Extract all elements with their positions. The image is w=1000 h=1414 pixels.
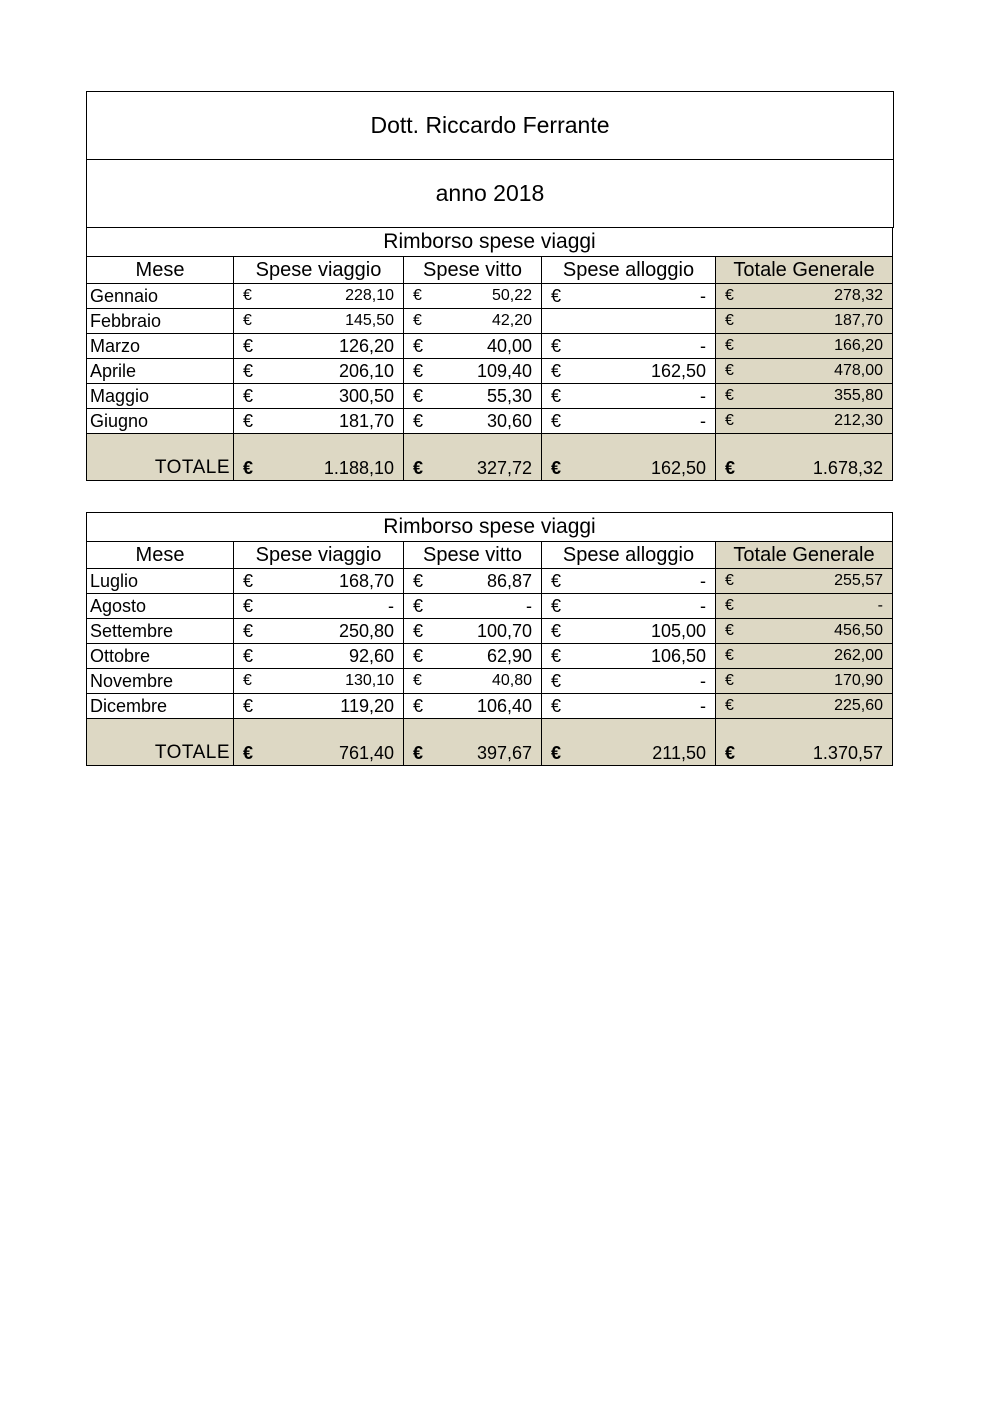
amount-value: - — [877, 597, 883, 614]
currency-symbol: € — [243, 696, 254, 716]
month-cell: Luglio — [87, 569, 234, 594]
currency-symbol: € — [243, 458, 254, 478]
amount-value: 40,00 — [486, 336, 532, 356]
currency-symbol: € — [551, 596, 562, 616]
amount-value: 355,80 — [834, 387, 883, 404]
currency-symbol: € — [413, 287, 422, 304]
table-title: Rimborso spese viaggi — [87, 513, 893, 542]
grand-total-cell — [716, 594, 893, 619]
currency-symbol: € — [725, 312, 734, 329]
amount-value: 262,00 — [834, 647, 883, 664]
currency-symbol: € — [243, 596, 254, 616]
currency-symbol: € — [725, 647, 734, 664]
travel-cost-cell — [234, 409, 404, 434]
amount-value: - — [526, 596, 532, 616]
lodging-cost-cell — [542, 284, 716, 309]
amount-value: 145,50 — [345, 312, 394, 329]
table-title-row — [87, 228, 893, 257]
total-totale-cell — [716, 719, 893, 766]
grand-total-cell — [716, 694, 893, 719]
total-vitto-cell — [404, 434, 542, 481]
currency-symbol: € — [243, 411, 254, 431]
amount-value: 62,90 — [486, 646, 532, 666]
table-row — [87, 669, 893, 694]
month-cell: Ottobre — [87, 644, 234, 669]
currency-symbol: € — [551, 411, 562, 431]
column-header: Spese viaggio — [234, 257, 404, 284]
currency-symbol: € — [551, 336, 562, 356]
currency-symbol: € — [551, 743, 562, 763]
food-cost-cell — [404, 334, 542, 359]
amount-value: 211,50 — [652, 743, 706, 763]
travel-cost-cell — [234, 309, 404, 334]
grand-total-cell — [716, 409, 893, 434]
travel-cost-cell — [234, 694, 404, 719]
amount-value: 187,70 — [834, 312, 883, 329]
amount-value: 55,30 — [486, 386, 532, 406]
table-row — [87, 384, 893, 409]
table-title: Rimborso spese viaggi — [87, 228, 893, 257]
travel-cost-cell — [234, 334, 404, 359]
currency-symbol: € — [725, 697, 734, 714]
currency-symbol: € — [243, 646, 254, 666]
expense-table-h1 — [86, 227, 892, 481]
amount-value: 166,20 — [834, 337, 883, 354]
currency-symbol: € — [725, 412, 734, 429]
total-totale-cell — [716, 434, 893, 481]
month-cell: Giugno — [87, 409, 234, 434]
column-header: Spese vitto — [404, 542, 542, 569]
total-viaggio-cell — [234, 434, 404, 481]
amount-value: 170,90 — [834, 672, 883, 689]
grand-total-cell — [716, 284, 893, 309]
amount-value: - — [700, 671, 706, 691]
currency-symbol: € — [243, 336, 254, 356]
table-row — [87, 334, 893, 359]
amount-value: - — [700, 596, 706, 616]
currency-symbol: € — [551, 646, 562, 666]
column-header: Totale Generale — [716, 542, 893, 569]
amount-value: 40,80 — [491, 672, 532, 689]
food-cost-cell — [404, 409, 542, 434]
amount-value: 300,50 — [338, 386, 394, 406]
amount-value: 50,22 — [491, 287, 532, 304]
amount-value: 206,10 — [338, 361, 394, 381]
currency-symbol: € — [413, 646, 424, 666]
currency-symbol: € — [551, 621, 562, 641]
lodging-cost-cell — [542, 384, 716, 409]
amount-value: 327,72 — [476, 458, 532, 478]
travel-cost-cell — [234, 384, 404, 409]
lodging-cost-cell — [542, 694, 716, 719]
amount-value: 130,10 — [345, 672, 394, 689]
currency-symbol: € — [551, 671, 562, 691]
amount-value: 761,40 — [338, 743, 394, 763]
lodging-cost-cell — [542, 594, 716, 619]
grand-total-cell — [716, 334, 893, 359]
amount-value: 478,00 — [834, 362, 883, 379]
food-cost-cell — [404, 619, 542, 644]
amount-value: 119,20 — [340, 696, 394, 716]
travel-cost-cell — [234, 569, 404, 594]
column-header: Mese — [87, 542, 234, 569]
lodging-cost-cell — [542, 669, 716, 694]
food-cost-cell — [404, 644, 542, 669]
lodging-cost-cell — [542, 409, 716, 434]
column-header-row — [87, 257, 893, 284]
total-label: TOTALE — [87, 434, 234, 481]
currency-symbol: € — [551, 458, 562, 478]
amount-value: 86,87 — [486, 571, 532, 591]
currency-symbol: € — [243, 287, 252, 304]
total-row — [87, 434, 893, 481]
table-row — [87, 594, 893, 619]
table-row — [87, 309, 893, 334]
travel-cost-cell — [234, 359, 404, 384]
currency-symbol: € — [243, 361, 254, 381]
amount-value: - — [388, 596, 394, 616]
currency-symbol: € — [725, 672, 734, 689]
currency-symbol: € — [413, 571, 424, 591]
food-cost-cell — [404, 669, 542, 694]
amount-value: - — [700, 336, 706, 356]
total-label: TOTALE — [87, 719, 234, 766]
total-vitto-cell — [404, 719, 542, 766]
currency-symbol: € — [551, 571, 562, 591]
currency-symbol: € — [243, 386, 254, 406]
currency-symbol: € — [413, 458, 424, 478]
month-cell: Novembre — [87, 669, 234, 694]
currency-symbol: € — [551, 361, 562, 381]
travel-cost-cell — [234, 644, 404, 669]
travel-cost-cell — [234, 669, 404, 694]
amount-value: - — [700, 571, 706, 591]
amount-value: 168,70 — [338, 571, 394, 591]
food-cost-cell — [404, 694, 542, 719]
amount-value: 109,40 — [476, 361, 532, 381]
amount-value: 456,50 — [834, 622, 883, 639]
currency-symbol: € — [243, 621, 254, 641]
currency-symbol: € — [551, 286, 562, 306]
amount-value: 126,20 — [338, 336, 394, 356]
lodging-cost-cell — [542, 644, 716, 669]
currency-symbol: € — [413, 696, 424, 716]
grand-total-cell — [716, 669, 893, 694]
currency-symbol: € — [725, 458, 736, 478]
column-header: Spese alloggio — [542, 257, 716, 284]
amount-value: 105,00 — [650, 621, 706, 641]
total-alloggio-cell — [542, 434, 716, 481]
amount-value: - — [700, 286, 706, 306]
currency-symbol: € — [725, 287, 734, 304]
grand-total-cell — [716, 644, 893, 669]
expense-table-h2 — [86, 512, 892, 766]
currency-symbol: € — [413, 621, 424, 641]
currency-symbol: € — [413, 386, 424, 406]
grand-total-cell — [716, 359, 893, 384]
amount-value: 1.370,57 — [812, 743, 883, 763]
currency-symbol: € — [725, 622, 734, 639]
currency-symbol: € — [413, 743, 424, 763]
lodging-cost-cell — [542, 569, 716, 594]
currency-symbol: € — [413, 336, 424, 356]
column-header: Mese — [87, 257, 234, 284]
month-cell: Febbraio — [87, 309, 234, 334]
table-row — [87, 644, 893, 669]
table-title-row — [87, 513, 893, 542]
amount-value: 212,30 — [834, 412, 883, 429]
currency-symbol: € — [243, 743, 254, 763]
food-cost-cell — [404, 594, 542, 619]
food-cost-cell — [404, 309, 542, 334]
grand-total-cell — [716, 309, 893, 334]
amount-value: - — [700, 386, 706, 406]
lodging-cost-cell — [542, 309, 716, 334]
travel-cost-cell — [234, 594, 404, 619]
grand-total-cell — [716, 384, 893, 409]
amount-value: 92,60 — [348, 646, 394, 666]
amount-value: 42,20 — [491, 312, 532, 329]
amount-value: 100,70 — [476, 621, 532, 641]
month-cell: Agosto — [87, 594, 234, 619]
amount-value: 162,50 — [650, 458, 706, 478]
column-header: Spese vitto — [404, 257, 542, 284]
currency-symbol: € — [413, 672, 422, 689]
table-row — [87, 284, 893, 309]
column-header: Spese viaggio — [234, 542, 404, 569]
column-header: Totale Generale — [716, 257, 893, 284]
grand-total-cell — [716, 569, 893, 594]
doctor-name: Dott. Riccardo Ferrante — [87, 92, 893, 160]
currency-symbol: € — [413, 361, 424, 381]
currency-symbol: € — [725, 362, 734, 379]
currency-symbol: € — [725, 597, 734, 614]
month-cell: Settembre — [87, 619, 234, 644]
food-cost-cell — [404, 384, 542, 409]
currency-symbol: € — [243, 672, 252, 689]
column-header-row — [87, 542, 893, 569]
table-row — [87, 694, 893, 719]
total-viaggio-cell — [234, 719, 404, 766]
amount-value: - — [700, 411, 706, 431]
currency-symbol: € — [243, 571, 254, 591]
currency-symbol: € — [551, 386, 562, 406]
month-cell: Marzo — [87, 334, 234, 359]
amount-value: 162,50 — [650, 361, 706, 381]
amount-value: 106,40 — [476, 696, 532, 716]
column-header: Spese alloggio — [542, 542, 716, 569]
month-cell: Maggio — [87, 384, 234, 409]
amount-value: 250,80 — [338, 621, 394, 641]
document-header — [86, 91, 894, 228]
amount-value: 30,60 — [486, 411, 532, 431]
grand-total-cell — [716, 619, 893, 644]
year-label: anno 2018 — [87, 160, 893, 228]
amount-value: 106,50 — [650, 646, 706, 666]
month-cell: Aprile — [87, 359, 234, 384]
food-cost-cell — [404, 359, 542, 384]
table-row — [87, 359, 893, 384]
amount-value: 181,70 — [338, 411, 394, 431]
month-cell: Gennaio — [87, 284, 234, 309]
table-jan-jun — [86, 227, 893, 481]
currency-symbol: € — [413, 596, 424, 616]
total-row — [87, 719, 893, 766]
table-row — [87, 569, 893, 594]
food-cost-cell — [404, 284, 542, 309]
table-jul-dec — [86, 512, 893, 766]
travel-cost-cell — [234, 619, 404, 644]
amount-value: 1.188,10 — [323, 458, 394, 478]
amount-value: 225,60 — [834, 697, 883, 714]
currency-symbol: € — [725, 387, 734, 404]
amount-value: 228,10 — [345, 287, 394, 304]
travel-cost-cell — [234, 284, 404, 309]
food-cost-cell — [404, 569, 542, 594]
table-row — [87, 619, 893, 644]
lodging-cost-cell — [542, 359, 716, 384]
currency-symbol: € — [725, 572, 734, 589]
lodging-cost-cell — [542, 334, 716, 359]
currency-symbol: € — [551, 696, 562, 716]
currency-symbol: € — [725, 743, 736, 763]
amount-value: 1.678,32 — [812, 458, 883, 478]
currency-symbol: € — [413, 312, 422, 329]
total-alloggio-cell — [542, 719, 716, 766]
currency-symbol: € — [413, 411, 424, 431]
lodging-cost-cell — [542, 619, 716, 644]
amount-value: 397,67 — [476, 743, 532, 763]
amount-value: 278,32 — [834, 287, 883, 304]
currency-symbol: € — [725, 337, 734, 354]
month-cell: Dicembre — [87, 694, 234, 719]
amount-value: - — [700, 696, 706, 716]
currency-symbol: € — [243, 312, 252, 329]
table-row — [87, 409, 893, 434]
amount-value: 255,57 — [834, 572, 883, 589]
